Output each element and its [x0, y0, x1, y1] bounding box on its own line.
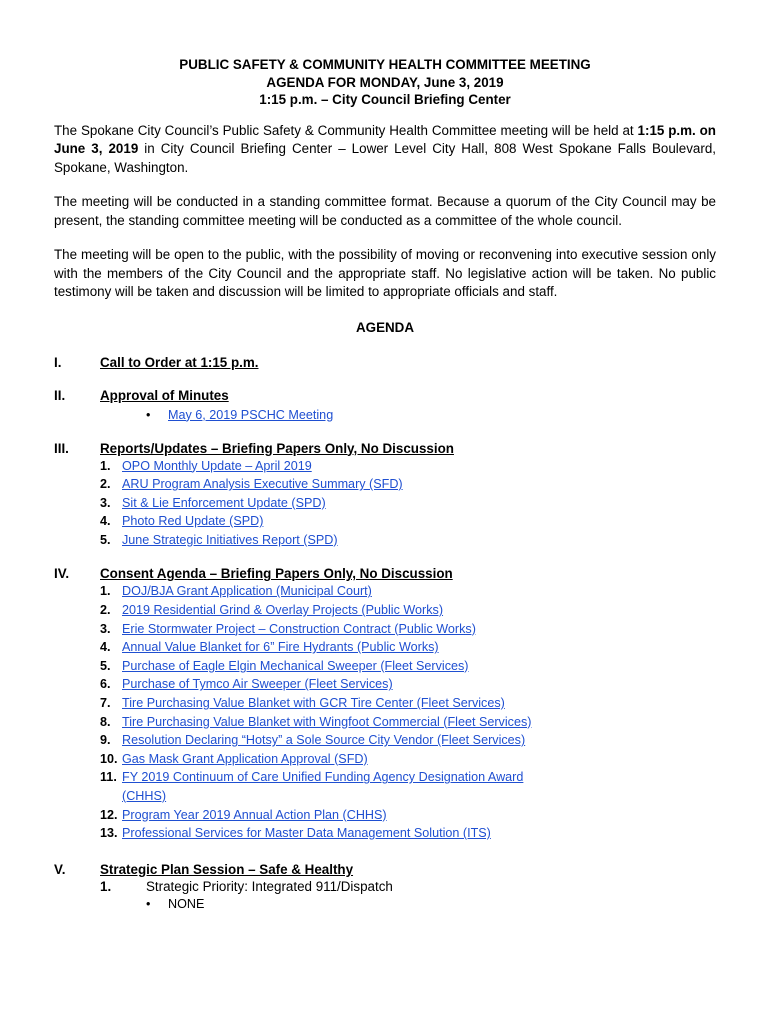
item-number: 2. [100, 477, 111, 492]
agenda-document [54, 56, 716, 913]
section-call-to-order [54, 354, 716, 371]
strategic-priority-text: Strategic Priority: Integrated 911/Dispatch [146, 878, 393, 894]
item-number: 1. [100, 878, 112, 894]
intro-p1-text-a: The Spokane City Council’s Public Safety & Community Health Committee meeting will be held at [54, 122, 638, 138]
item-number: 4. [100, 514, 111, 529]
item-number: 3. [100, 621, 111, 636]
section-title: Approval of Minutes [100, 387, 229, 403]
title-line-2: AGENDA FOR MONDAY, June 3, 2019 [266, 74, 504, 90]
list-item [100, 657, 716, 676]
section-approval-of-minutes [54, 387, 716, 424]
consent-list [100, 582, 716, 842]
item-number: 3. [100, 495, 111, 510]
report-link[interactable]: OPO Monthly Update – April 2019 [122, 458, 312, 473]
section-title: Consent Agenda – Briefing Papers Only, No Discussion [100, 566, 453, 582]
consent-link[interactable]: Resolution Declaring “Hotsy” a Sole Source City Vendor (Fleet Services) [122, 733, 526, 748]
item-number: 1. [100, 458, 111, 473]
consent-link[interactable]: FY 2019 Continuum of Care Unified Funding Agency Designation Award [122, 770, 524, 785]
consent-link[interactable]: Gas Mask Grant Application Approval (SFD) [122, 751, 368, 766]
intro-paragraph-3: The meeting will be open to the public, with the possibility of moving or reconvening into executive session only with the members of the City Council and the appropriate staff. No legislative action will be taken. No public testimony will be taken and discussion will be limited to appropriate officials and staff. [54, 247, 716, 299]
document-title [54, 56, 716, 109]
item-number: 11. [100, 770, 117, 785]
list-item [100, 601, 716, 620]
list-item [100, 638, 716, 657]
section-strategic-plan [54, 861, 716, 913]
list-item [146, 406, 716, 424]
section-number: III. [54, 440, 69, 456]
item-number: 5. [100, 532, 111, 547]
list-item [100, 512, 716, 531]
minutes-list [146, 406, 716, 424]
strategic-priority-row [100, 878, 716, 895]
agenda-heading: AGENDA [355, 319, 415, 335]
item-number: 10. [100, 751, 118, 766]
item-number: 7. [100, 696, 111, 711]
report-link[interactable]: Sit & Lie Enforcement Update (SPD) [122, 495, 326, 510]
consent-link[interactable]: Program Year 2019 Annual Action Plan (CHHS) [122, 807, 387, 822]
item-number: 13. [100, 826, 118, 841]
list-item [100, 806, 716, 825]
bullet-icon: • [146, 407, 151, 422]
title-line-3: 1:15 p.m. – City Council Briefing Center [259, 92, 511, 107]
consent-link[interactable]: Annual Value Blanket for 6” Fire Hydrants (Public Works) [122, 640, 439, 655]
item-number: 4. [100, 640, 111, 655]
intro-p1-text-b: in City Council Briefing Center – Lower Level City Hall, 808 West Spokane Falls Boulevard, Spokane, Washington. [54, 141, 716, 175]
intro-paragraph-2: The meeting will be conducted in a standing committee format. Because a quorum of the City Council may be present, the standing committee meeting will be conducted as a committee of the whole council. [54, 194, 716, 228]
section-number: V. [54, 861, 66, 877]
bullet-text: NONE [168, 896, 205, 911]
item-number: 2. [100, 603, 111, 618]
consent-link[interactable]: Tire Purchasing Value Blanket with GCR Tire Center (Fleet Services) [122, 696, 505, 711]
report-link[interactable]: Photo Red Update (SPD) [122, 514, 264, 529]
bullet-icon: • [146, 896, 151, 911]
intro-paragraph-1 [54, 122, 716, 178]
consent-link[interactable]: Tire Purchasing Value Blanket with Wingfoot Commercial (Fleet Services) [122, 714, 532, 729]
list-item [100, 457, 716, 476]
list-item [100, 713, 716, 732]
consent-link[interactable]: 2019 Residential Grind & Overlay Projects (Public Works) [122, 603, 444, 618]
list-item [100, 620, 716, 639]
section-number: IV. [54, 566, 70, 582]
list-item [100, 531, 716, 550]
consent-link-continued[interactable]: (CHHS) [122, 789, 167, 803]
item-number: 6. [100, 677, 111, 692]
consent-link[interactable]: Purchase of Tymco Air Sweeper (Fleet Services) [122, 677, 393, 692]
minutes-link[interactable]: May 6, 2019 PSCHC Meeting [168, 407, 334, 422]
list-item [100, 582, 716, 601]
item-number: 12. [100, 807, 118, 822]
list-item [100, 768, 716, 805]
report-link[interactable]: June Strategic Initiatives Report (SPD) [122, 532, 338, 547]
consent-link[interactable]: Professional Services for Master Data Management Solution (ITS) [122, 826, 491, 841]
list-item [100, 675, 716, 694]
section-number: II. [54, 387, 66, 403]
report-link[interactable]: ARU Program Analysis Executive Summary (SFD) [122, 477, 403, 492]
item-number: 5. [100, 658, 111, 673]
item-number: 1. [100, 584, 111, 599]
section-title: Call to Order at 1:15 p.m. [100, 354, 259, 370]
consent-link[interactable]: Purchase of Eagle Elgin Mechanical Sweeper (Fleet Services) [122, 658, 469, 673]
list-item [100, 750, 716, 769]
list-item [100, 694, 716, 713]
consent-link[interactable]: Erie Stormwater Project – Construction Contract (Public Works) [122, 621, 476, 636]
list-item [100, 494, 716, 513]
section-number: I. [54, 354, 62, 370]
section-consent-agenda [54, 565, 716, 842]
list-item [100, 824, 716, 843]
strategic-bullets [146, 895, 716, 913]
intro-p1-bold: 1:15 p.m. on June 3, 2019 [54, 122, 716, 156]
list-item [100, 731, 716, 750]
consent-link[interactable]: DOJ/BJA Grant Application (Municipal Court) [122, 584, 372, 599]
item-number: 9. [100, 733, 111, 748]
section-reports-updates [54, 440, 716, 550]
section-title: Strategic Plan Session – Safe & Healthy [100, 861, 354, 877]
section-title: Reports/Updates – Briefing Papers Only, No Discussion [100, 440, 454, 456]
reports-list [100, 457, 716, 550]
list-item [100, 475, 716, 494]
item-number: 8. [100, 714, 111, 729]
list-item [146, 895, 716, 913]
title-line-1: PUBLIC SAFETY & COMMUNITY HEALTH COMMITTEE MEETING [179, 57, 591, 72]
